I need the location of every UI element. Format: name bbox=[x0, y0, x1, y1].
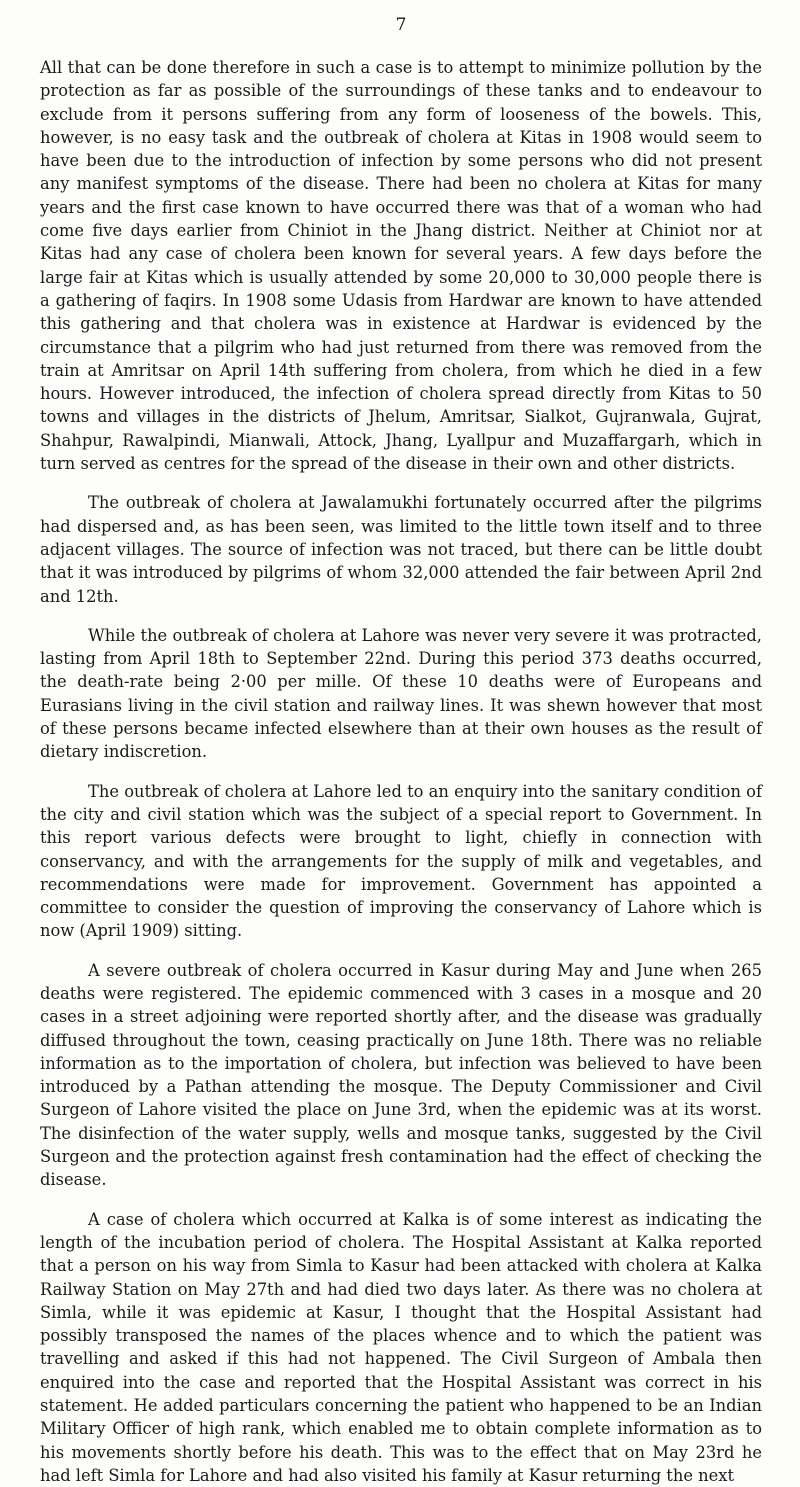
paragraph-jawalamukhi-outbreak: The outbreak of cholera at Jawalamukhi fortunately occurred after the pilgrims had dispersed and, as has been seen, was limited to the little town itself and to three adjacent villages. The source of infection was not traced, but there can be little doubt that it was introduced by pilgrims of whom 32,000 attended the fair between April 2nd and 12th. bbox=[40, 493, 762, 606]
paragraph-kitas-outbreak: All that can be done therefore in such a case is to attempt to minimize pollution by the protection as far as possible of the surroundings of these tanks and to endeavour to exclude from it persons suffering from any form of looseness of the bowels. This, however, is no easy task and the outbreak of cholera at Kitas in 1908 would seem to have been due to the introduction of infection by some persons who did not present any manifest symptoms of the disease. There had been no cholera at Kitas for many years and the first case known to have occurred there was that of a woman who had come five days earlier from Chiniot in the Jhang district. Neither at Chiniot nor at Kitas had any case of cholera been known for several years. A few days before the large fair at Kitas which is usually attended by some 20,000 to 30,000 people there is a gathering of faqirs. In 1908 some Udasis from Hardwar are known to have attended this gathering and that cholera was in existence at Hardwar is evidenced by the circumstance that a pilgrim who had just returned from there was removed from the train at Amritsar on April 14th suffering from cholera, from which he died in a few hours. However introduced, the infection of cholera spread directly from Kitas to 50 towns and villages in the districts of Jhelum, Amritsar, Sialkot, Gujranwala, Gujrat, Shahpur, Rawalpindi, Mianwali, Attock, Jhang, Lyallpur and Muzaffargarh, which in turn served as centres for the spread of the disease in their own and other districts. bbox=[40, 58, 762, 474]
page-number: 7 bbox=[395, 15, 407, 35]
paragraph-kalka-case: A case of cholera which occurred at Kalka is of some interest as indicating the length of the incubation period of cholera. The Hospital Assistant at Kalka reported that a person on his way from Simla to Kasur had been attacked with cholera at Kalka Railway Station on May 27th and had died two days later. As there was no cholera at Simla, while it was epidemic at Kasur, I thought that the Hospital Assistant had possibly transposed the names of the places whence and to which the patient was travelling and asked if this had not happened. The Civil Surgeon of Ambala then enquired into the case and reported that the Hospital Assistant was correct in his statement. He added particulars concerning the patient who happened to be an Indian Military Officer of high rank, which enabled me to obtain complete information as to his movements shortly before his death. This was to the effect that on May 23rd he had left Simla for Lahore and had also visited his family at Kasur returning the next bbox=[40, 1209, 762, 1485]
body-text bbox=[40, 56, 762, 1487]
paragraph-lahore-enquiry: The outbreak of cholera at Lahore led to an enquiry into the sanitary condition of the city and civil station which was the subject of a special report to Government. In this report various defects were brought to light, chiefly in connection with conservancy, and with the arrangements for the supply of milk and vegetables, and recommendations were made for improvement. Government has appointed a committee to consider the question of improving the conservancy of Lahore which is now (April 1909) sitting. bbox=[40, 781, 762, 941]
paragraph-lahore-outbreak: While the outbreak of cholera at Lahore was never very severe it was protracted, lasting from April 18th to September 22nd. During this period 373 deaths occurred, the death-rate being 2·00 per mille. Of these 10 deaths were of Europeans and Eurasians living in the civil station and railway lines. It was shewn however that most of these persons became infected elsewhere than at their own houses as the result of dietary indiscretion. bbox=[40, 625, 762, 762]
paragraph-kasur-outbreak: A severe outbreak of cholera occurred in Kasur during May and June when 265 deaths were registered. The epidemic commenced with 3 cases in a mosque and 20 cases in a street adjoining were reported shortly after, and the disease was gradually diffused throughout the town, ceasing practically on June 18th. There was no reliable information as to the importation of cholera, but infection was believed to have been introduced by a Pathan attending the mosque. The Deputy Commissioner and Civil Surgeon of Lahore visited the place on June 3rd, when the epidemic was at its worst. The disinfection of the water supply, wells and mosque tanks, suggested by the Civil Surgeon and the protection against fresh contamination had the effect of checking the disease. bbox=[40, 960, 762, 1190]
